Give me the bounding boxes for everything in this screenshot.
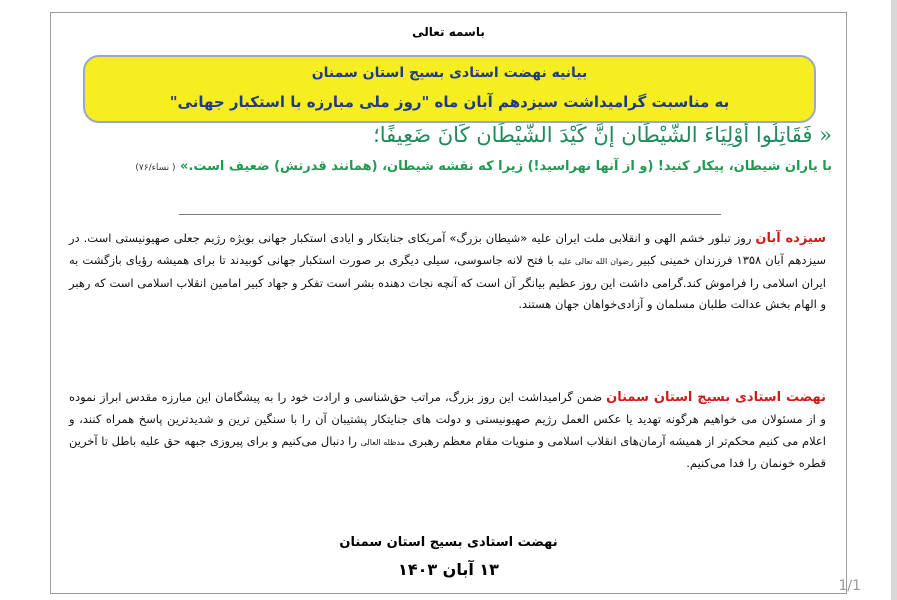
statement-title: بیانیه نهضت استادی بسیج استان سمنان (311, 65, 588, 81)
paragraph-organization (69, 387, 826, 475)
paragraph-organization-honorific: مدظله العالی (360, 437, 406, 447)
verse-translation-block (63, 157, 832, 178)
title-banner (83, 55, 816, 123)
page-indicator: 1/1 (838, 578, 861, 594)
section-divider (179, 214, 721, 215)
paragraph-organization-body: ضمن گرامیداشت این روز بزرگ، مراتب حق‌شناسی و ارادت خود را به پیشگامان این مبارزه مقدس ابراز نموده و از مسئولان می خواهیم هرگونه تهدید یا عکس العمل رژیم صهیونیستی و دولت های جنایتکار پشتیبان آن را با سنگین ترین و شدیدترین پاسخ همراه کنند، و اعلام می کنیم محکم‌تر از همیشه آرمان‌های انقلاب اسلامی و منویات مقام معظم رهبری (69, 390, 826, 448)
viewer-scroll-rail[interactable] (891, 0, 897, 600)
basmala-heading: باسمه تعالی (412, 25, 485, 39)
signature-date: ۱۳ آبان ۱۴۰۳ (398, 560, 499, 579)
paragraph-aban-body: روز تبلور خشم الهی و انقلابی ملت ایران علیه «شیطان بزرگ» آمریکای جنایتکار و ایادی استکبار جهانی بویژه رژیم جعلی صهیونیستی است. در سیزدهم آبان ۱۳۵۸ فرزندان خمینی کبیر (69, 231, 826, 267)
statement-subtitle: به مناسبت گرامیداشت سیزدهم آبان ماه "روز ملی مبارزه با استکبار جهانی" (169, 93, 730, 111)
verse-translation: با یاران شیطان، پیکار کنید! (و از آنها نهراسید!) زیرا که نقشه شیطان، (همانند قدرتش) ضعیف است.» (180, 159, 832, 174)
paragraph-organization-rest: را دنبال می‌کنیم و برای پیروزی جبهه حق علیه باطل تا آخرین قطره خونمان را فدا می‌کنیم. (69, 433, 826, 471)
verse-reference: ( نساء/۷۶) (135, 163, 176, 173)
paragraph-aban-honorific: رضوان الله تعالی علیه (557, 256, 633, 266)
signature-organization: نهضت استادی بسیج استان سمنان (339, 535, 558, 550)
quran-verse: « فَقَاتِلُوا أَوْلِيَاءَ الشَّيْطَانِ إِنَّ كَيْدَ الشَّيْطَانِ كَانَ ضَعِيفًا؛ (373, 123, 832, 147)
paragraph-organization-lead: نهضت استادی بسیج استان سمنان (606, 390, 826, 405)
paragraph-aban (69, 228, 826, 316)
paragraph-aban-lead: سیزده آبان (755, 231, 826, 246)
document-page (50, 12, 847, 594)
paragraph-aban-rest: با فتح لانه جاسوسی، سیلی دیگری بر صورت استکبار جهانی کوبیدند تا برای همیشه رؤیای بازگشت به ایران اسلامی را فراموش کند.گرامی داشت این روز عظیم بیانگر آن است که آنچه نجات دهنده بشر است تفکر و جهاد کبیر امامین انقلاب اسلامی است که رهبر و الهام بخش عدالت طلبان مسلمان و آزادی‌خواهان جهان هستند. (69, 252, 826, 312)
